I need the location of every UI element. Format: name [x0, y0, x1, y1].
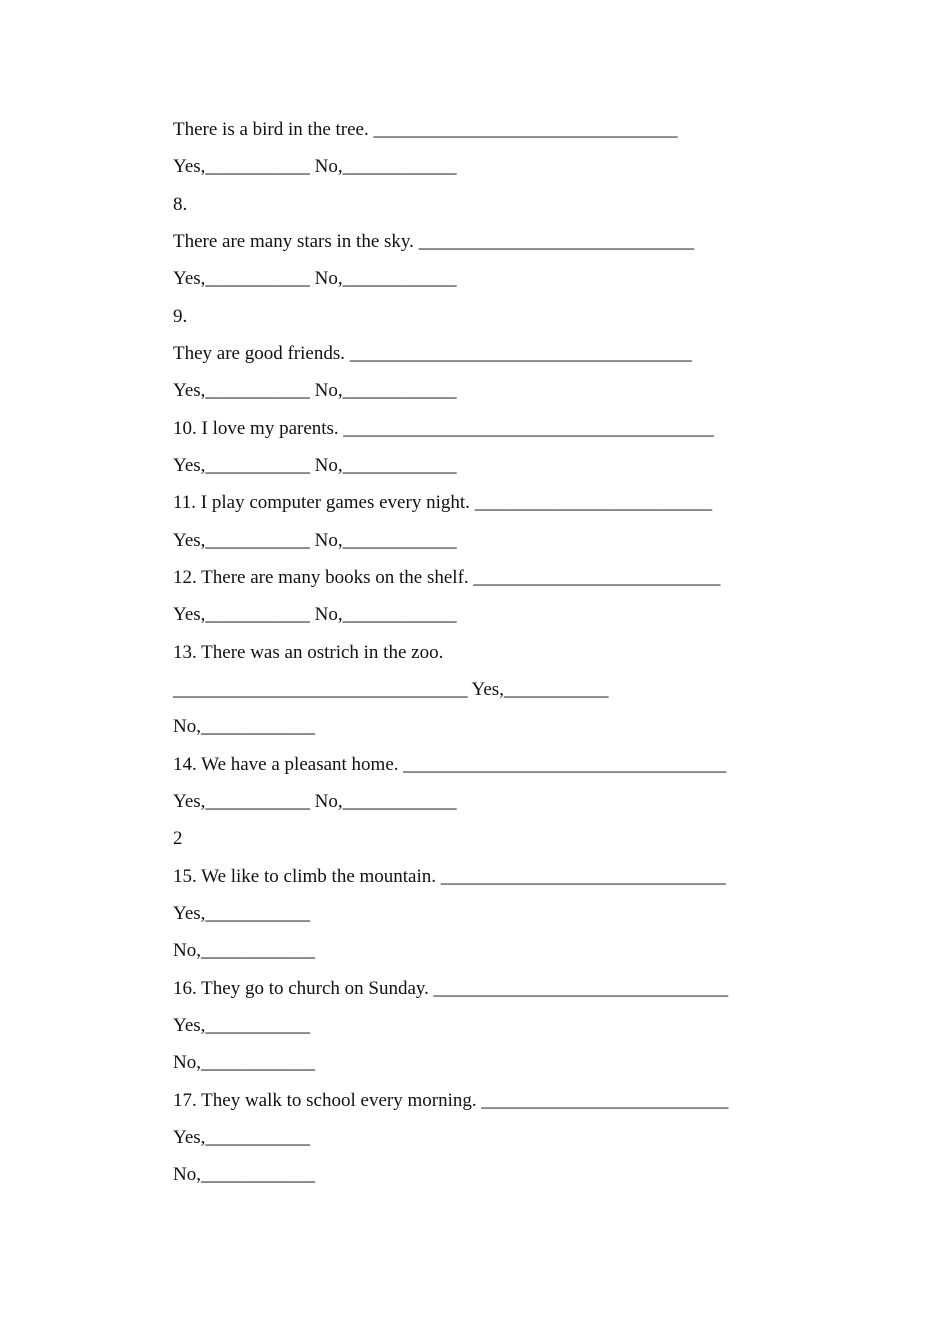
question-15-text: 15. We like to climb the mountain. ______________________________	[173, 866, 726, 887]
answer-17-yes: Yes,___________	[173, 1127, 310, 1148]
question-14-text: 14. We have a pleasant home. __________________________________	[173, 754, 727, 775]
question-8-number: 8.	[173, 194, 188, 215]
question-11-text: 11. I play computer games every night. _________________________	[173, 492, 713, 513]
answer-12-yes-no: Yes,___________ No,____________	[173, 604, 457, 625]
page-number: 2	[173, 828, 183, 849]
question-13-text: 13. There was an ostrich in the zoo.	[173, 642, 444, 663]
answer-11-yes-no: Yes,___________ No,____________	[173, 530, 457, 551]
answer-16-no: No,____________	[173, 1052, 315, 1073]
answer-16-yes: Yes,___________	[173, 1015, 310, 1036]
question-10-text: 10. I love my parents. _______________________________________	[173, 418, 714, 439]
question-8-text: There are many stars in the sky. _____________________________	[173, 231, 695, 252]
answer-15-yes: Yes,___________	[173, 903, 310, 924]
answer-7-yes-no: Yes,___________ No,____________	[173, 156, 457, 177]
answer-13-no: No,____________	[173, 716, 315, 737]
answer-13-blank-yes: _______________________________ Yes,___________	[173, 679, 609, 700]
question-7-text: There is a bird in the tree. ________________________________	[173, 119, 678, 140]
question-16-text: 16. They go to church on Sunday. _______________________________	[173, 978, 729, 999]
answer-14-yes-no: Yes,___________ No,____________	[173, 791, 457, 812]
answer-9-yes-no: Yes,___________ No,____________	[173, 380, 457, 401]
answer-17-no: No,____________	[173, 1164, 315, 1185]
question-17-text: 17. They walk to school every morning. __________________________	[173, 1090, 729, 1111]
question-9-text: They are good friends. ____________________________________	[173, 343, 692, 364]
answer-10-yes-no: Yes,___________ No,____________	[173, 455, 457, 476]
question-12-text: 12. There are many books on the shelf. __________________________	[173, 567, 721, 588]
answer-15-no: No,____________	[173, 940, 315, 961]
question-9-number: 9.	[173, 306, 188, 327]
answer-8-yes-no: Yes,___________ No,____________	[173, 268, 457, 289]
